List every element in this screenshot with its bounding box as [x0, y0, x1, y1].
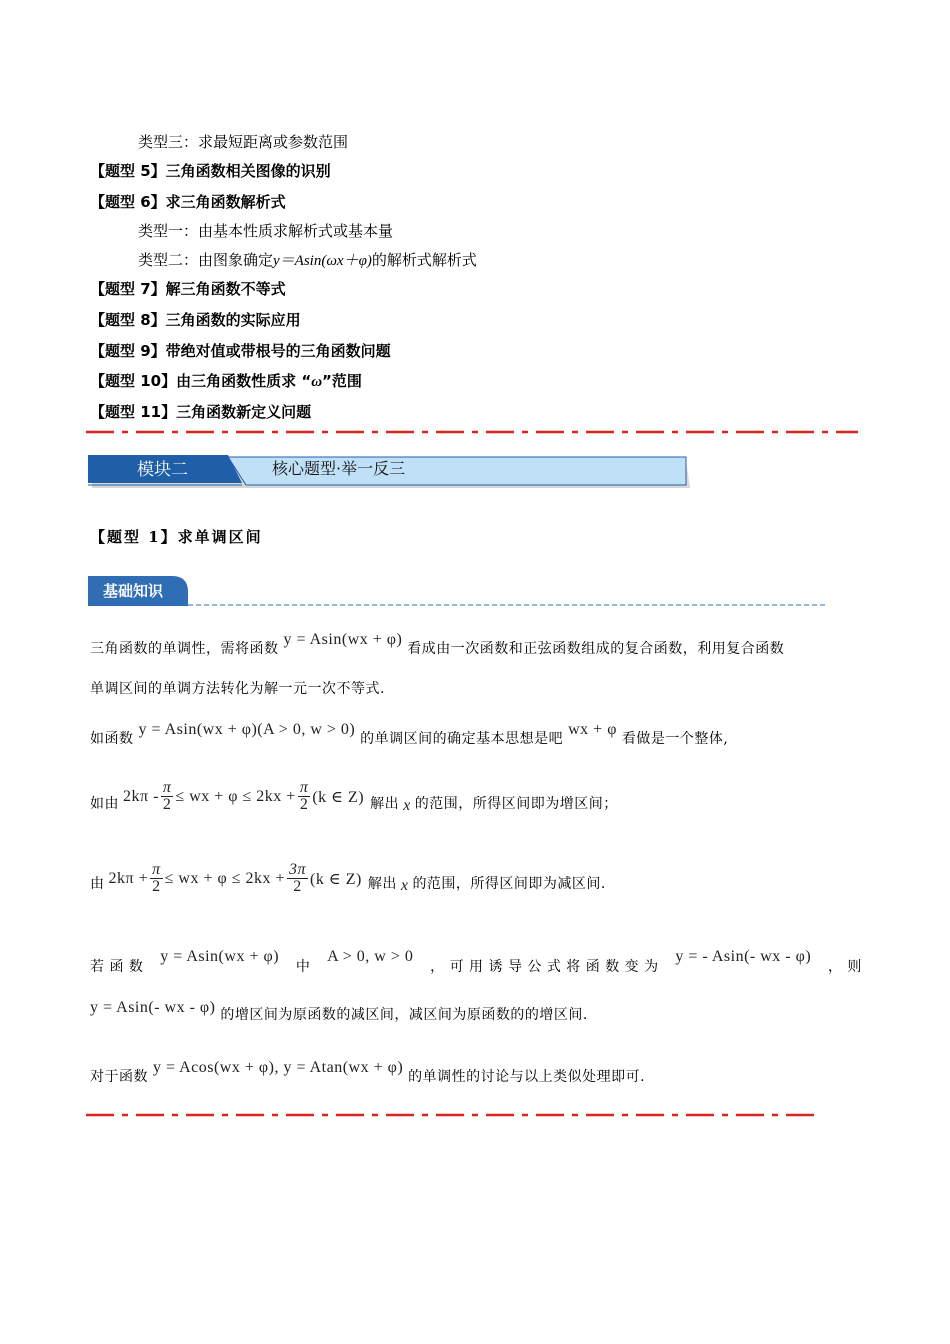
para2-line [90, 721, 729, 748]
toc-type3-sub: 类型三：求最短距离或参数范围 [138, 133, 349, 151]
para5-text-b: 中 [295, 959, 311, 975]
para1-text-a: 三角函数的单调性，需将函数 [90, 641, 279, 657]
para1-line1 [90, 631, 785, 658]
para4-frac1-num: π [152, 861, 161, 878]
para4-frac2-num: 3π [289, 861, 307, 878]
para1-text-c: 单调区间的单调方法转化为解一元一次不等式. [90, 681, 385, 697]
toc-sub2-formula: y＝Asin(ωx＋φ) [273, 253, 372, 269]
para6-text-a: 对于函数 [90, 1069, 148, 1085]
para3-frac2-num: π [299, 779, 309, 796]
toc-item-9: 【题型 9】带绝对值或带根号的三角函数问题 [90, 342, 391, 360]
para4-line [90, 861, 606, 899]
para4-f3: (k ∈ Z) [310, 870, 362, 888]
para5-line1 [90, 948, 862, 976]
para2-text-c: 看做是一个整体, [621, 731, 729, 747]
para5-text-d: ， 则 [827, 959, 862, 975]
module-title: 核心题型·举一反三 [272, 459, 406, 478]
para3-text-b: 解出 [370, 795, 400, 812]
para3-frac1 [161, 780, 174, 813]
toc-item-6-sub1: 类型一：由基本性质求解析式或基本量 [138, 222, 394, 240]
toc-item-6: 【题型 6】求三角函数解析式 [90, 193, 286, 211]
para6-formula: y = Acos(wx + φ), y = Atan(wx + φ) [152, 1059, 404, 1076]
para4-frac1 [150, 862, 163, 895]
para4-text-a: 由 [90, 875, 105, 892]
toc-item-5: 【题型 5】三角函数相关图像的识别 [90, 162, 331, 180]
para1-text-b: 看成由一次函数和正弦函数组成的复合函数，利用复合函数 [407, 641, 785, 657]
para4-f2: ≤ wx + φ ≤ 2kx + [164, 869, 286, 887]
toc-item-7: 【题型 7】解三角函数不等式 [90, 280, 286, 298]
para3-f1: 2kπ - [123, 787, 159, 805]
para5-formula3: y = - Asin(- wx - φ) [675, 948, 812, 965]
para3-text-c: 的范围，所得区间即为增区间； [414, 795, 618, 812]
para4-frac1-den: 2 [152, 878, 161, 895]
para1-formula: y = Asin(wx + φ) [283, 631, 403, 648]
toc-item-11: 【题型 11】三角函数新定义问题 [90, 403, 312, 421]
divider-top [86, 428, 866, 436]
toc-item-8: 【题型 8】三角函数的实际应用 [90, 311, 301, 329]
para4-formula [109, 862, 362, 895]
toc-item-6-sub2 [138, 249, 477, 270]
para3-f2: ≤ wx + φ ≤ 2kx + [175, 787, 296, 805]
para4-var: x [400, 876, 409, 894]
para4-frac2-den: 2 [293, 878, 302, 895]
section-title: 【题型 1】求单调区间 [90, 528, 263, 546]
toc-10-omega: ω [311, 374, 323, 390]
para3-line [90, 779, 618, 819]
para3-text-a: 如由 [90, 795, 119, 812]
para2-formula: y = Asin(wx + φ)(A > 0, w > 0) [138, 721, 356, 738]
para5-line2 [90, 999, 588, 1024]
toc-sub2-prefix: 类型二：由图象确定 [138, 251, 274, 269]
para3-frac1-num: π [162, 779, 172, 796]
basic-tag-dashed-line [188, 604, 828, 608]
para3-frac2 [298, 780, 311, 813]
para3-f3: (k ∈ Z) [312, 788, 365, 806]
para3-frac1-den: 2 [162, 796, 172, 813]
para4-text-b: 解出 [367, 875, 397, 892]
para5-text-c: ， 可 用 诱 导 公 式 将 函 数 变 为 [430, 959, 659, 975]
para2-formula2: wx + φ [568, 721, 617, 738]
para5-formula4: y = Asin(- wx - φ) [90, 999, 216, 1016]
para4-frac2 [287, 862, 308, 895]
divider-bottom [86, 1111, 826, 1119]
para5-text-e: 的增区间为原函数的减区间，减区间为原函数的的增区间. [220, 1007, 588, 1023]
module-label: 模块二 [137, 460, 188, 480]
toc-10-prefix: 【题型 10】由三角函数性质求 “ [90, 372, 312, 390]
para6-line [90, 1059, 646, 1086]
toc-item-10 [90, 370, 362, 391]
toc-sub2-suffix: 的解析式解析式 [371, 251, 477, 269]
para3-formula [123, 780, 364, 813]
para4-text-c: 的范围，所得区间即为减区间. [412, 875, 606, 892]
para3-frac2-den: 2 [299, 796, 309, 813]
para4-f1: 2kπ + [108, 869, 149, 887]
para5-formula2: A > 0, w > 0 [327, 948, 414, 965]
para5-text-a: 若 函 数 [90, 959, 144, 975]
para6-text-b: 的单调性的讨论与以上类似处理即可. [408, 1069, 646, 1085]
basic-tag-label: 基础知识 [103, 582, 164, 600]
para2-text-b: 的单调区间的确定基本思想是吧 [360, 731, 564, 747]
para3-var: x [403, 796, 411, 814]
para5-formula1: y = Asin(wx + φ) [160, 948, 280, 965]
toc-10-suffix: ”范围 [322, 372, 362, 390]
para2-text-a: 如函数 [90, 731, 134, 747]
